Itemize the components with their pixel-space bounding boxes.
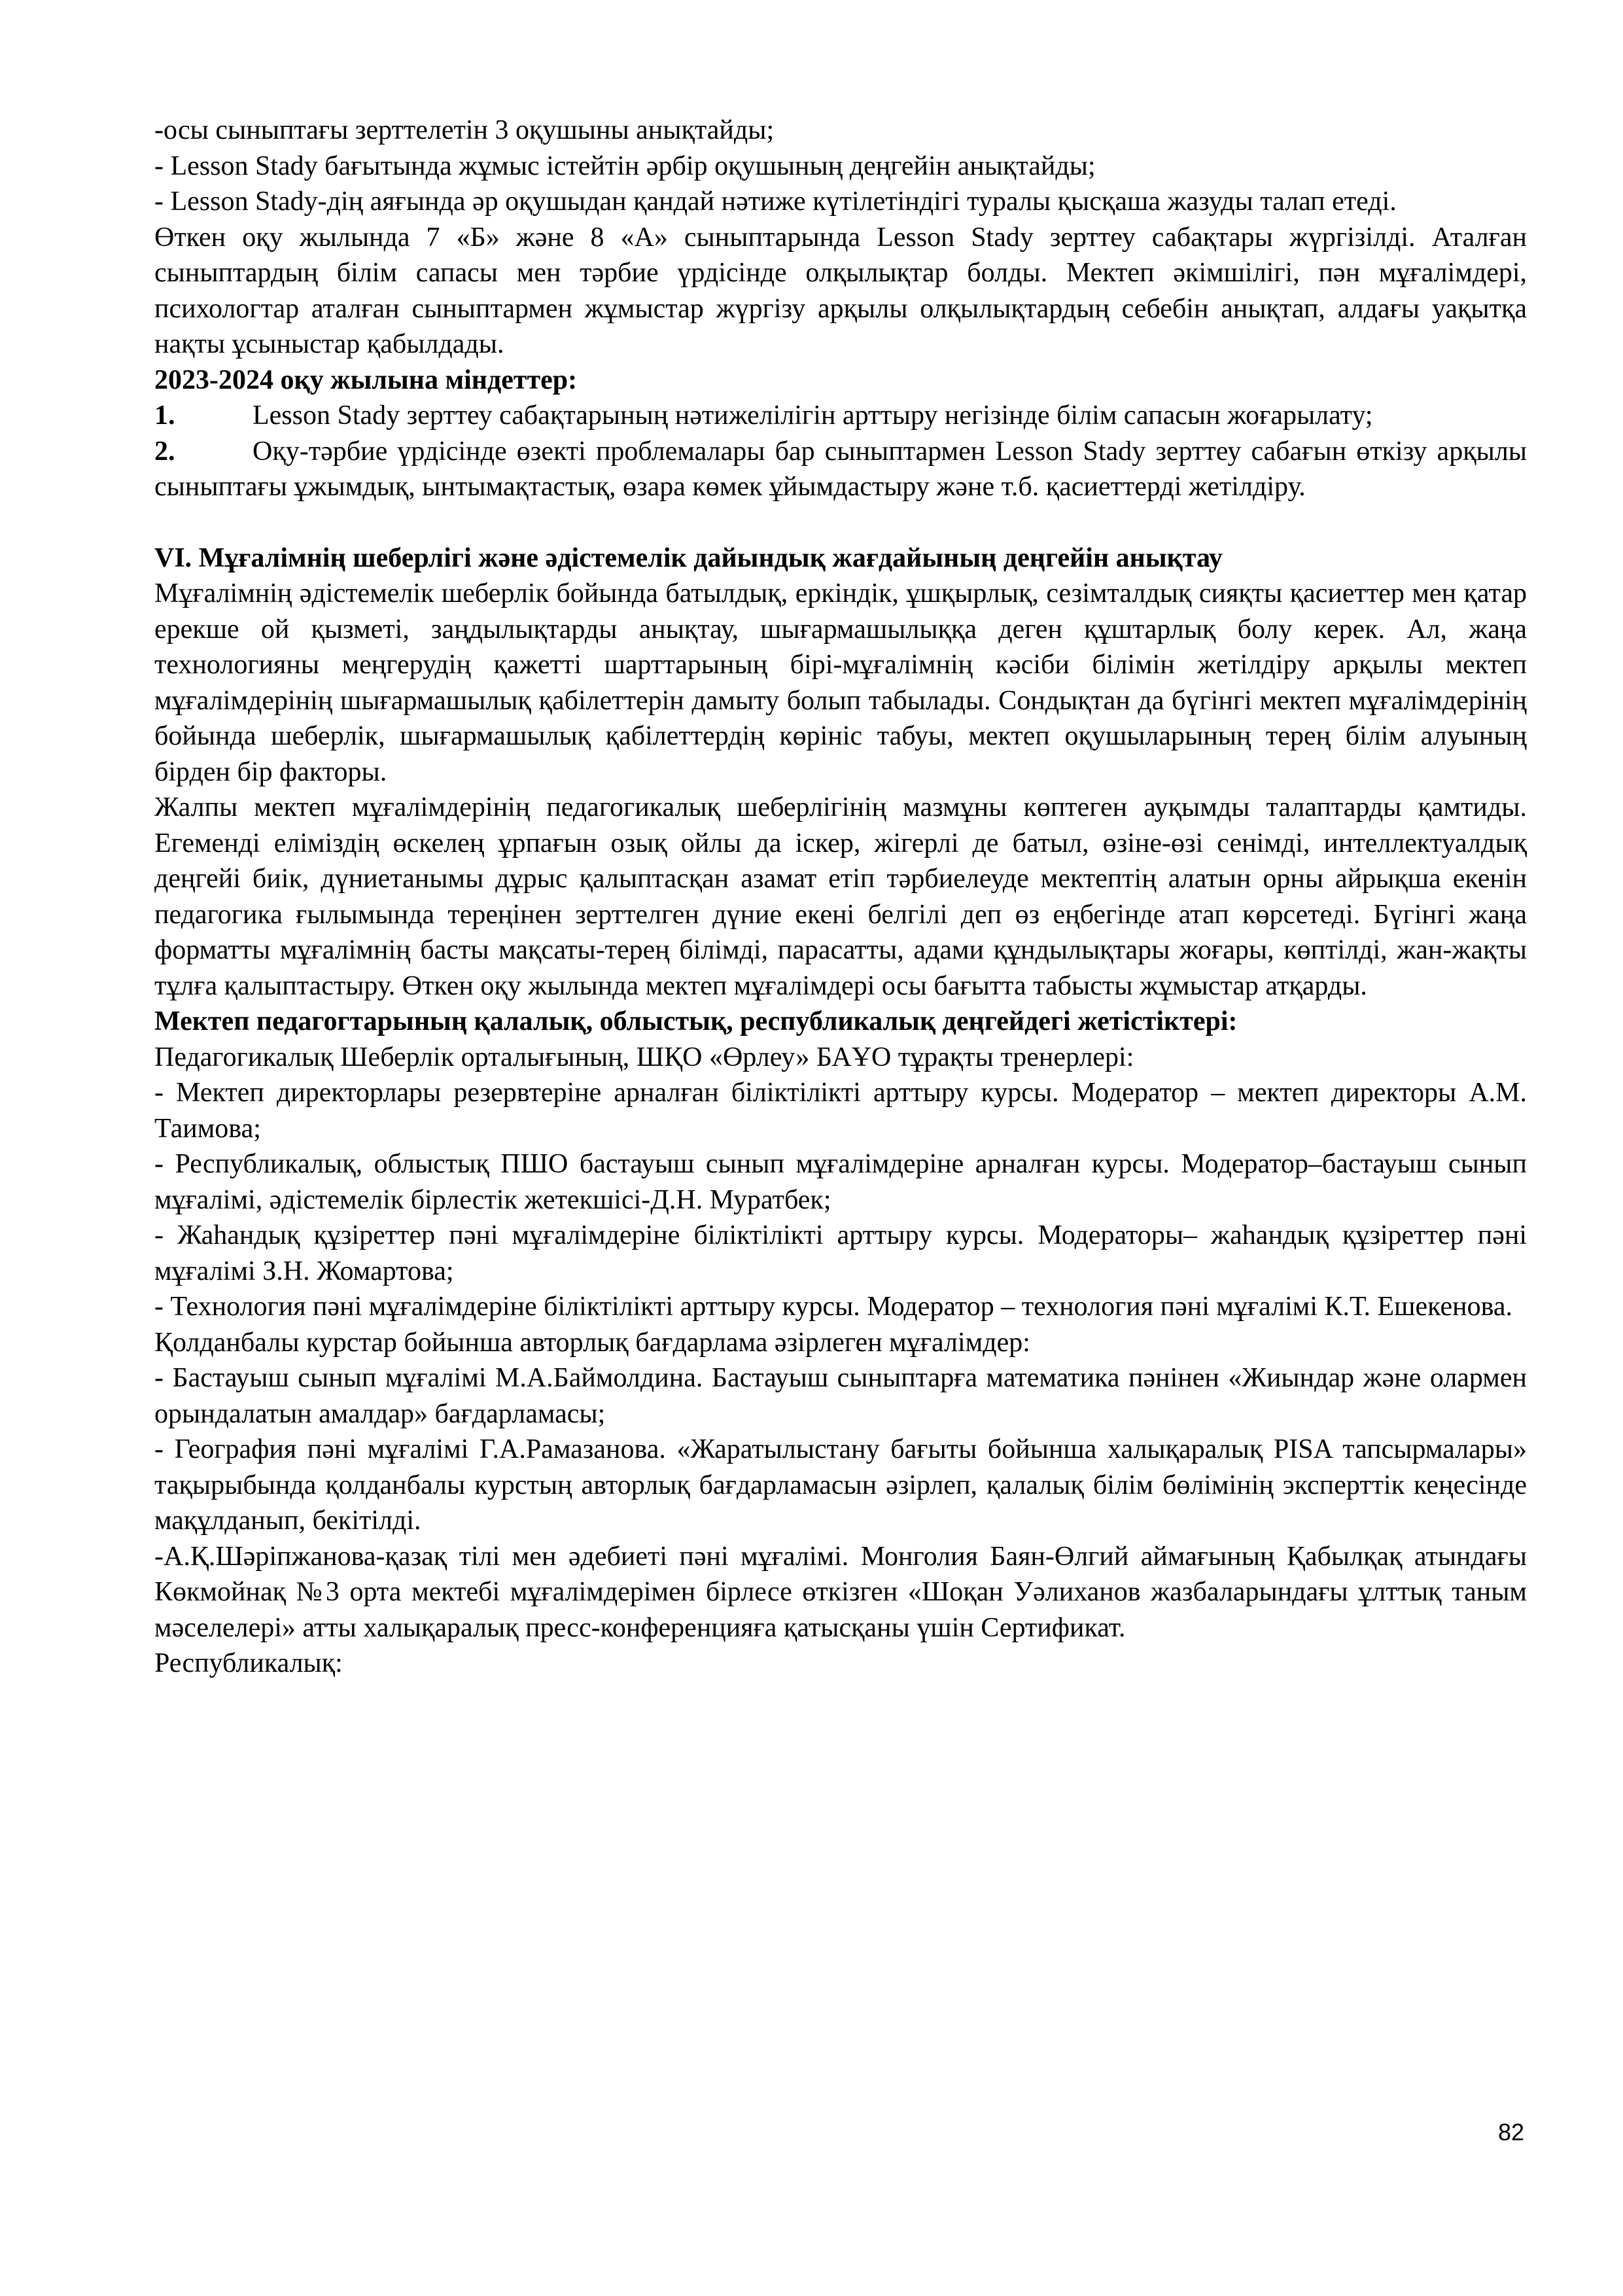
- paragraph: Мұғалімнің әдістемелік шеберлік бойында батылдық, еркіндік, ұшқырлық, сезімталдық сияқты қасиеттер мен қатар ерекше ой қызметі, заңдылықтарды анықтау, шығармашылыққа деген құштарлық болу керек. Ал, жаңа технологияны меңгерудің қажетті шарттарының бірі-мұғалімнің кәсіби білімін жетілдіру арқылы мектеп мұғалімдерінің шығармашылық қабілеттерін дамыту болып табылады. Сондықтан да бүгінгі мектеп мұғалімдерінің бойында шеберлік, шығармашылық қабілеттердің көрініс табуы, мектеп оқушыларының терең білім алуының бірден бір факторы.: [154, 578, 1527, 787]
- paragraph: Өткен оқу жылында 7 «Б» және 8 «А» сыныптарында Lesson Stady зерттеу сабақтары жүргізілді. Аталған сыныптардың білім сапасы мен тәрбие үрдісінде олқылықтар болды. Мектеп әкімшілігі, пән мұғалімдері, психологтар аталған сыныптармен жұмыстар жүргізу арқылы олқылықтардың себебін анықтап, алдағы уақытқа нақты ұсыныстар қабылдады.: [154, 222, 1527, 359]
- paragraph: - Технология пәні мұғалімдеріне біліктілікті арттыру курсы. Модератор – технология пәні мұғалімі К.Т. Ешекенова.: [154, 1292, 1513, 1322]
- page-number: 82: [1498, 2119, 1525, 2146]
- paragraph: - Lesson Stady-дің аяғында әр оқушыдан қандай нәтиже күтілетіндігі туралы қысқаша жазуды талап етеді.: [154, 186, 1397, 217]
- spacer: [154, 505, 1527, 540]
- paragraph: - Lesson Stady бағытында жұмыс істейтін әрбір оқушының деңгейін анықтайды;: [154, 150, 1096, 181]
- paragraph: Педагогикалық Шеберлік орталығының, ШҚО «Өрлеу» БАҰО тұрақты тренерлері:: [154, 1042, 1134, 1072]
- paragraph: -А.Қ.Шәріпжанова-қазақ тілі мен әдебиеті пәні мұғалімі. Монголия Баян-Өлгий аймағының Қабылқақ атындағы Көкмойнақ №3 орта мектебі мұғалімдерімен бірлесе өткізген «Шоқан Уәлиханов жазбаларындағы ұлттық таным мәселелері» атты халықаралық пресс-конференцияға қатысқаны үшін Сертификат.: [154, 1541, 1527, 1643]
- paragraph: - География пәні мұғалімі Г.А.Рамазанова. «Жаратылыстану бағыты бойынша халықаралық PISA тапсырмалары» тақырыбында қолданбалы курстың авторлық бағдарламасын әзірлеп, қалалық білім бөлімінің эксперттік кеңесінде мақұлданып, бекітілді.: [154, 1434, 1527, 1536]
- paragraph: Республикалық:: [154, 1648, 343, 1678]
- paragraph: Қолданбалы курстар бойынша авторлық бағдарлама әзірлеген мұғалімдер:: [154, 1327, 1030, 1358]
- paragraph: - Мектеп директорлары резервтеріне арналған біліктілікті арттыру курсы. Модератор – мектеп директоры А.М. Таимова;: [154, 1078, 1527, 1144]
- task-item: [154, 434, 1527, 505]
- tasks-heading: 2023-2024 оқу жылына міндеттер:: [154, 364, 578, 395]
- achievements-heading: Мектеп педагогтарының қалалық, облыстық, республикалық деңгейдегі жетістіктері:: [154, 1006, 1238, 1036]
- task-item: [154, 398, 1527, 434]
- task-text: Lesson Stady зерттеу сабақтарының нәтижелілігін арттыру негізінде білім сапасын жоғарылату;: [253, 400, 1373, 431]
- task-number: 1.: [154, 400, 175, 431]
- paragraph: - Республикалық, облыстық ПШО бастауыш сынып мұғалімдеріне арналған курсы. Модератор–бастауыш сынып мұғалімі, әдістемелік бірлестік жетекшісі-Д.Н. Муратбек;: [154, 1149, 1527, 1215]
- paragraph: - Бастауыш сынып мұғалімі М.А.Баймолдина. Бастауыш сыныптарға математика пәнінен «Жиындар және олармен орындалатын амалдар» бағдарламасы;: [154, 1363, 1527, 1429]
- document-body: [154, 113, 1527, 1682]
- paragraph: Жалпы мектеп мұғалімдерінің педагогикалық шеберлігінің мазмұны көптеген ауқымды талаптарды қамтиды. Егеменді еліміздің өскелең ұрпағын озық ойлы да іскер, жігерлі де батыл, өзіне-өзі сенімді, интеллектуалдық деңгейі биік, дүниетанымы дұрыс қалыптасқан азамат етіп тәрбиелеуде мектептің алатын орны айрықша екенін педагогика ғылымында тереңінен зерттелген дүние екені белгілі деп өз еңбегінде атап көрсетеді. Бүгінгі жаңа форматты мұғалімнің басты мақсаты-терең білімді, парасатты, адами құндылықтары жоғары, көптілді, жан-жақты тұлға қалыптастыру. Өткен оқу жылында мектеп мұғалімдері осы бағытта табысты жұмыстар атқарды.: [154, 792, 1527, 1001]
- task-number: 2.: [154, 436, 175, 467]
- section-heading: VI. Мұғалімнің шеберлігі және әдістемелік дайындық жағдайының деңгейін анықтау: [154, 542, 1223, 573]
- paragraph: - Жаһандық құзіреттер пәні мұғалімдеріне біліктілікті арттыру курсы. Модераторы– жаһандық құзіреттер пәні мұғалімі З.Н. Жомартова;: [154, 1220, 1527, 1286]
- task-text: Оқу-тәрбие үрдісінде өзекті проблемалары бар сыныптармен Lesson Stady зерттеу сабағын өткізу арқылы сыныптағы ұжымдық, ынтымақтастық, өзара көмек ұйымдастыру және т.б. қасиеттерді жетілдіру.: [154, 436, 1527, 502]
- paragraph: -осы сыныптағы зерттелетін 3 оқушыны анықтайды;: [154, 115, 775, 145]
